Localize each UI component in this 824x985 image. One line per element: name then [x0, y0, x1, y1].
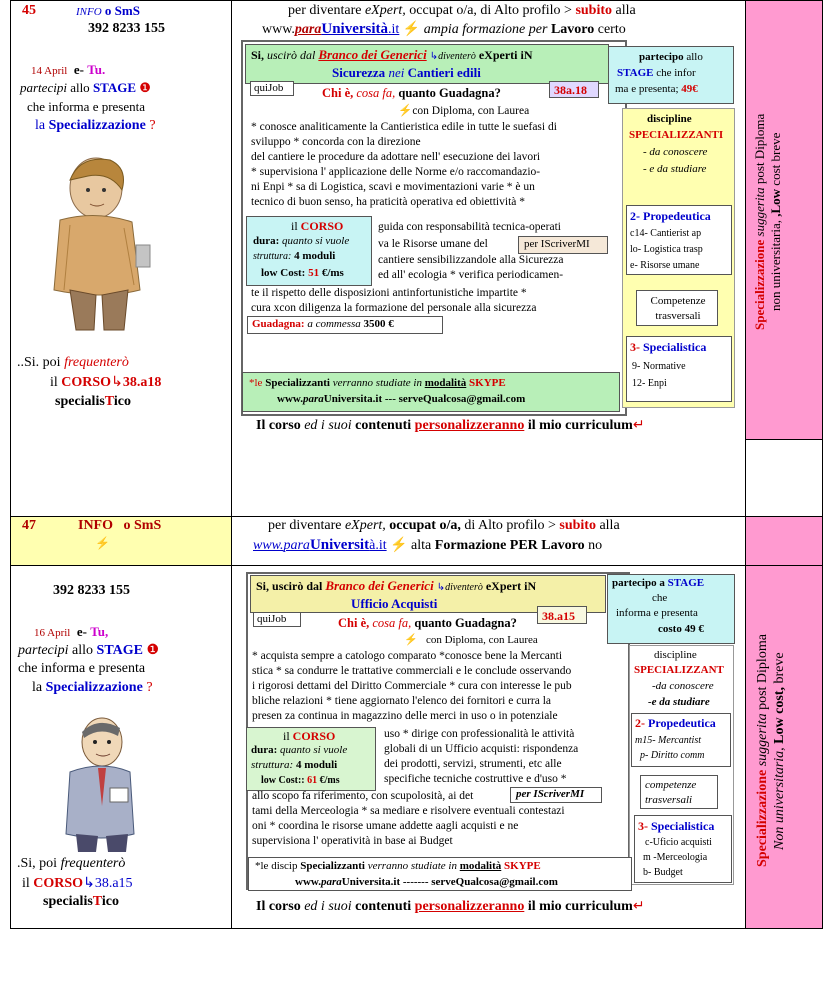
row2-spec-2: b- Budget	[643, 867, 683, 878]
row2-stage: STAGE	[96, 643, 143, 658]
row1-quijob-badge	[250, 81, 294, 96]
row2-bolt3-icon: ⚡	[404, 634, 418, 646]
row2-prop-0: m15- Mercantist	[635, 735, 702, 746]
row1-corso-box	[246, 216, 372, 286]
row2-h2-c: Universit	[309, 537, 370, 553]
row2-frequentero: frequenterò	[60, 856, 126, 871]
row2-h1-a: per diventare	[268, 518, 342, 533]
row2-code-badge	[537, 606, 587, 624]
row1-h1-e: alla	[615, 3, 636, 18]
row1-specialistico-a: specialis	[55, 394, 105, 409]
row1-iscriver-badge	[518, 236, 608, 254]
row1-bolt-icon: ⚡	[402, 22, 421, 37]
row2-h2-g: Lavoro	[541, 538, 585, 553]
row2-h1-e: subito	[559, 518, 596, 533]
row1-dc-spec: SPECIALIZZANTI	[629, 129, 724, 141]
row1-cb-dl: dura:	[253, 235, 280, 247]
row2-fl-b: Specializzanti	[300, 860, 365, 872]
row2-competenze-box	[640, 775, 718, 809]
row1-sb-c: che infor	[656, 67, 696, 79]
row2-q: ?	[146, 680, 153, 695]
row1-sb-price: 49€	[681, 83, 698, 95]
row2-gt-f: Ufficio Acquisti	[351, 596, 438, 611]
row1-side-a: Specializzazione	[752, 239, 767, 331]
row2-e: e-	[76, 624, 87, 639]
row2-quanto: quanto	[414, 616, 452, 630]
row1-info-o: o	[104, 3, 112, 18]
row2-prop-1: p- Diritto comm	[640, 750, 705, 761]
row2-cartoon-man-icon	[48, 714, 148, 854]
row2-stage-box	[607, 574, 735, 644]
row2-date: 16 April	[34, 627, 71, 639]
row2-rl-3: specifiche tecniche costruttive e d'uso *	[384, 773, 567, 785]
row2-dc-spec: SPECIALIZZANT	[634, 664, 724, 676]
row2-cb-il: il	[283, 729, 290, 743]
row1-curriculum-line	[256, 417, 645, 434]
row2-bolt2-icon: ⚡	[390, 538, 408, 553]
row2-chi: Chi è,	[338, 616, 370, 630]
row1-body-1: sviluppo * concorda con la direzione	[251, 136, 421, 148]
row2-fl2-b: para	[320, 876, 342, 888]
row2-quijob-badge	[253, 612, 301, 627]
row2-sb-p: partecipo a	[612, 577, 665, 589]
row2-curriculum-line	[256, 898, 645, 915]
row1-rl-2: cantiere sensibilizzandole alla Sicurezza	[378, 254, 564, 266]
row2-tail-0: allo scopo fa riferimento, con scupolosità, ai det	[252, 790, 474, 802]
row2-corso-line	[22, 875, 133, 892]
row2-right-lines	[384, 727, 578, 787]
row1-sb-s: STAGE	[617, 67, 654, 79]
row2-side-text	[754, 592, 788, 910]
row1-gl: Guadagna:	[252, 318, 305, 330]
row1-h2-g: certo	[597, 22, 626, 37]
row1-tail-0: te il rispetto delle disposizioni antinfortunistiche impartite *	[251, 287, 527, 299]
row2-cb-ll: low Cost::	[261, 775, 305, 786]
row1-tail	[251, 286, 536, 316]
row2-prop-box: 2- Propedeutica m15- Mercantist p- Diritto comm	[631, 713, 731, 767]
row2-fl-a: *le discip	[255, 860, 298, 872]
row2-spec-0: c-Uficio acquisti	[645, 837, 712, 848]
row2-cb-lu: €/ms	[319, 775, 340, 786]
row1-cb-dv: quanto si vuole	[282, 235, 350, 247]
row2-iscriver: per IScriverMI	[516, 788, 585, 800]
row1-h2-a: www.	[262, 22, 295, 37]
row1-fl-a: *le	[249, 377, 263, 389]
row1-cb-lv: 51	[308, 267, 320, 279]
row1-guadagna: Guadagna?	[439, 86, 501, 100]
row1-fl-c: verranno studiate in	[332, 377, 422, 389]
row2-code-box: 38.a15	[542, 609, 575, 623]
row2-h2-e: alta	[411, 538, 432, 553]
row1-stage: STAGE	[92, 80, 137, 95]
row1-side-c: post Diploma	[752, 113, 767, 185]
row2-body-4: presen za continua in magazzino delle merci in uso o in potenziale	[252, 710, 558, 722]
row1-corso: CORSO	[61, 375, 112, 390]
row2-side-d: Non universitaria,	[772, 747, 787, 850]
row1-rl-3: ed all' ecologia * verifica periodicamen-	[378, 269, 564, 281]
row2-h1-f: alla	[599, 518, 620, 533]
row2-sb-c: che	[652, 592, 668, 604]
row1-code-box: 38a.18	[554, 83, 587, 97]
row2-sb-s: STAGE	[667, 577, 705, 589]
row1-spec-1: 12- Enpi	[632, 378, 667, 389]
row1-h1-d: subito	[575, 3, 613, 18]
row2-return-icon: ↵	[632, 899, 645, 914]
row2-tail-3: supervisiona l' operatività in base ai Budget	[252, 835, 453, 847]
row1-competenze: Competenze trasversali	[650, 295, 706, 322]
row1-h2-f: Lavoro	[550, 22, 595, 37]
row1-h1-b: eXpert,	[364, 3, 406, 18]
row2-tail-2: oni * coordina le risorse umane addette aagli acquisti e ne	[252, 820, 519, 832]
row1-h2-c: Università	[321, 21, 389, 37]
row2-tail-1: tami della Merceologia * sa mediare e risolvere eventuali contestazi	[252, 805, 565, 817]
row2-si-poi: .Si, poi	[17, 856, 58, 871]
row2-side-a: Specializzazione	[755, 770, 770, 868]
row1-fl2-c: Universita.it --- serveQualcosa@gmail.com	[323, 393, 526, 405]
row2-cur-b: ed i suoi	[304, 899, 352, 914]
row1-date-line	[31, 62, 105, 78]
row1-body-3: * supervisiona l' applicazione delle Norme e/o raccomandazio-	[251, 166, 541, 178]
row2-cur-c: contenuti	[355, 899, 412, 914]
row2-il: il	[22, 876, 30, 891]
row1-guadagna-box	[247, 316, 443, 334]
row2-diploma-line	[404, 633, 538, 646]
row1-il: il	[50, 375, 58, 390]
row2-partecipi-line	[18, 642, 159, 659]
row2-code: 38.a15	[94, 876, 133, 891]
row1-cartoon-man-icon	[40, 150, 160, 335]
row1-cb-sl: struttura:	[253, 251, 292, 262]
row1-prop-0: c14- Cantierist ap	[630, 228, 702, 239]
row1-prop-title: 2- Propedeutica	[630, 209, 711, 223]
row1-gv: a commessa	[307, 318, 361, 330]
row2-tu: Tu,	[90, 624, 109, 639]
row2-specialistico-a: specialis	[43, 894, 93, 909]
row2-info: INFO	[78, 518, 113, 533]
row2-number: 47	[22, 518, 36, 533]
row2-iscriver-badge	[510, 787, 602, 803]
row2-side-c: post Diploma	[755, 634, 770, 711]
row2-side-f: breve	[772, 652, 787, 684]
row2-spec-1: m -Merceologia	[643, 852, 708, 863]
row1-spec-line	[35, 118, 156, 134]
row2-h1-b: eXpert,	[344, 518, 386, 533]
row1-gt-b: uscirò dal	[267, 48, 316, 62]
row1-h2-d: .it	[388, 22, 400, 37]
row1-dc-con: - da conoscere	[643, 146, 708, 158]
row2-che-informa: che informa e presenta	[18, 661, 146, 676]
row1-diploma: con Diploma, con Laurea	[412, 105, 530, 117]
row2-header-side-cell	[745, 516, 823, 566]
row1-side-b: suggerita	[752, 187, 767, 237]
row2-bullet-icon: ❶	[146, 643, 160, 658]
row1-quijob: quiJob	[254, 82, 284, 94]
row2-h2-f: Formazione PER	[434, 538, 538, 553]
row1-quanto: quanto	[398, 86, 436, 100]
row1-sb-m: ma e presenta;	[615, 83, 679, 95]
row2-cb-sv: 4 moduli	[295, 759, 338, 771]
row2-h2-a: www.	[253, 538, 284, 553]
row1-tail-1: cura xcon diligenza la formazione del personale alla sicurezza	[251, 302, 537, 314]
row2-specialistica-box: 3- Specialistica c-Uficio acquisti m -Merceologia b- Budget	[634, 815, 732, 883]
row1-iscriver: per IScriverMI	[524, 238, 590, 250]
row1-body-5: tecnico di buon senso, ha praticità operativa ed obiettività *	[251, 196, 525, 208]
row2-dc-con: -da conoscere	[652, 680, 714, 692]
row1-cur-a: Il corso	[256, 418, 301, 433]
row2-green-title: Si, uscirò dal Branco dei Generici ↳diventerò eXpert iN Ufficio Acquisti	[250, 575, 606, 613]
row1-info-line	[76, 3, 140, 19]
row2-cb-dv: quanto si vuole	[280, 744, 348, 756]
row1-prop-1: lo- Logistica trasp	[630, 244, 703, 255]
row2-rl-1: globali di un Ufficio acquisti: rispondenza	[384, 743, 579, 755]
row2-specialistico-t: T	[92, 894, 102, 909]
row1-specializzazione: Specializzazione	[48, 118, 146, 133]
row1-body-4: ni Enpi * sa di Logistica, scavi e movimentazioni varie * è un	[251, 181, 535, 193]
row1-side-f: cost breve	[768, 132, 783, 186]
row1-specialistico	[55, 394, 131, 410]
row2-fl2-a: www.	[295, 876, 321, 888]
row1-sb-a: allo	[686, 51, 703, 63]
row2-specialistico	[43, 894, 119, 910]
row2-corso-box	[246, 727, 376, 791]
row2-footer-box	[248, 857, 632, 891]
row2-fl2-c: Universita.it ------- serveQualcosa@gmail.com	[341, 876, 558, 888]
row1-cb-lu: €/ms	[321, 267, 344, 279]
row1-cb-il: il	[291, 219, 298, 233]
row2-header-line1	[268, 518, 620, 534]
row1-code: 38.a18	[122, 375, 162, 390]
row1-si-poi-line	[17, 355, 129, 371]
row1-body-2: del cantiere le procedure da adottare nell' esecuzione dei lavori	[251, 151, 541, 163]
row1-cb-sv: 4 moduli	[294, 250, 336, 262]
row1-stage-box	[608, 46, 734, 104]
row1-gt-a: Si,	[251, 48, 265, 62]
row1-prop-2: e- Risorse umane	[630, 260, 700, 271]
row2-fl-e: SKYPE	[504, 860, 541, 872]
row2-info-line	[78, 518, 161, 534]
row2-sb-costo: costo 49 €	[658, 623, 704, 635]
row1-rl-1: va le Risorse umane del	[378, 238, 488, 250]
row2-body-1: stica * sa condurre le trattative commerciali e le conclude osservando	[252, 665, 572, 677]
row2-dc-title: discipline	[654, 649, 697, 661]
row2-h1-c: occupat o/a,	[389, 518, 461, 533]
row2-body-2: i rigorosi dettami del Diritto Commerciale * cura con interesse le pub	[252, 680, 572, 692]
row1-number: 45	[22, 3, 36, 18]
row1-ga: 3500 €	[363, 318, 394, 330]
row1-code-badge	[549, 81, 599, 98]
row2-fl-d: modalità	[459, 860, 502, 872]
row2-side-b: suggerita	[755, 713, 770, 767]
row2-arrow-icon: ↳	[83, 876, 95, 891]
row1-body	[251, 120, 557, 210]
row1-gt-c: Branco dei Generici	[318, 47, 427, 62]
row2-competenze: competenze trasversali	[645, 779, 697, 806]
row2-gt-b: uscirò dal	[272, 579, 323, 593]
row2-sb-i: informa e presenta	[616, 607, 698, 619]
row1-tu: Tu.	[87, 62, 106, 77]
row1-e: e-	[73, 62, 84, 77]
row1-diploma-line	[398, 103, 529, 117]
row1-side-d: non universitaria,	[768, 220, 783, 312]
row1-cur-c: contenuti	[355, 418, 412, 433]
row1-side-lower-cell	[745, 439, 823, 517]
row2-corso: CORSO	[33, 876, 84, 891]
row2-guadagna: Guadagna?	[455, 616, 517, 630]
row2-body	[252, 649, 572, 724]
row1-green-title: Si, uscirò dal Branco dei Generici ↳diventerò eXperti iN Sicurezza nei Cantieri edili	[245, 44, 609, 84]
row2-cb-lv: 61	[307, 775, 318, 786]
row1-cosa: cosa fa,	[356, 86, 396, 100]
row2-cb-sl: struttura:	[251, 759, 294, 771]
row1-body-0: * conosce analiticamente la Cantieristica edile in tutte le suefasi di	[251, 121, 557, 133]
row1-fl-e: SKYPE	[469, 377, 506, 389]
row2-rl-2: dei prodotti, servizi, strumenti, etc alle	[384, 758, 562, 770]
row2-h1-d: di Alto profilo >	[464, 518, 556, 533]
row1-partecipi: partecipi	[20, 80, 67, 95]
row2-specialistico-b: ico	[101, 894, 119, 909]
row1-return-icon: ↵	[632, 418, 645, 433]
row1-gt-g: nei	[388, 65, 405, 80]
row1-partecipi-line	[20, 80, 151, 96]
row2-bolt-icon: ⚡	[95, 536, 110, 550]
row1-si-poi: ..Si. poi	[17, 355, 61, 370]
row1-chi: Chi è,	[322, 86, 354, 100]
row1-cur-b: ed i suoi	[304, 418, 352, 433]
row2-header-line2	[253, 537, 602, 554]
row1-gt-h: Cantieri edili	[407, 65, 481, 80]
row1-spec-0: 9- Normative	[632, 361, 686, 372]
row1-side-text	[752, 72, 784, 372]
row1-dc-title: discipline	[647, 113, 692, 125]
row2-partecipi: partecipi	[18, 643, 69, 658]
row1-specialistico-t: T	[104, 394, 114, 409]
row2-allo: allo	[72, 643, 94, 658]
row1-specialistico-b: ico	[113, 394, 131, 409]
row2-chi-line	[338, 616, 517, 631]
row1-sb-p: partecipo	[639, 51, 684, 63]
row1-h2-e: ampia formazione per	[423, 22, 548, 37]
row1-info: INFO	[76, 6, 102, 18]
row1-bolt2-icon: ⚡	[398, 105, 413, 117]
row2-fl-c: verranno studiate in	[367, 860, 457, 872]
row1-competenze-box	[636, 290, 718, 326]
row2-cur-a: Il corso	[256, 899, 301, 914]
row2-cur-e: il mio curriculum	[527, 899, 633, 914]
row1-header-line1	[288, 3, 636, 19]
row2-gt-d: diventerò	[445, 582, 483, 593]
row2-si-poi-line	[17, 856, 125, 872]
row2-cb-corso: CORSO	[292, 729, 336, 743]
row1-specialistica-box: 3- Specialistica 9- Normative 12- Enpi	[626, 336, 732, 402]
row1-date: 14 April	[31, 65, 68, 77]
row1-header-line2	[262, 21, 626, 38]
row1-fl2-a: www.	[277, 393, 303, 405]
row1-rl-0: guida con responsabilità tecnica-operati	[378, 221, 561, 233]
row2-specializzazione: Specializzazione	[45, 680, 143, 695]
row1-h1-c: occupat o/a, di Alto profilo >	[409, 3, 572, 18]
row2-la: la	[32, 680, 43, 695]
row1-arrow-icon: ↳	[111, 375, 123, 390]
row1-h2-b: para	[294, 22, 322, 37]
row1-cb-ll: low Cost:	[261, 267, 306, 279]
row2-gt-e: eXpert iN	[485, 579, 537, 593]
row2-rl-0: uso * dirige con professionalità le attività	[384, 728, 575, 740]
row1-gt-d: diventerò	[438, 51, 476, 62]
row2-diploma: con Diploma, con Laurea	[425, 634, 538, 646]
row1-bullet-icon: ❶	[139, 80, 151, 95]
row2-cur-d: personalizzeranno	[414, 899, 525, 914]
row2-date-line	[34, 624, 108, 640]
row1-phone: 392 8233 155	[88, 21, 165, 36]
row1-chi-line	[322, 86, 501, 101]
row2-body-3: bliche relazioni * tiene aggiornato l'elenco dei fornitori e curra la	[252, 695, 552, 707]
row1-corso-line	[50, 374, 161, 391]
row2-sms: SmS	[134, 518, 162, 533]
row1-prop-box	[626, 205, 732, 275]
row2-o: o	[123, 518, 131, 533]
row1-gt-f: Sicurezza	[332, 65, 386, 80]
row2-quijob: quiJob	[257, 613, 287, 625]
row1-info-sms: SmS	[114, 3, 140, 18]
row1-fl-b: Specializzanti	[265, 377, 330, 389]
row2-h2-b: para	[283, 538, 310, 553]
row2-gt-a: Si,	[256, 579, 270, 593]
row2-spec-line	[32, 680, 153, 696]
row1-dc-stu: - e da studiare	[643, 163, 707, 175]
row2-cb-dl: dura:	[251, 744, 278, 756]
row1-la: la	[35, 118, 46, 133]
row1-h1-a: per diventare	[288, 3, 362, 18]
row1-fl-d: modalità	[424, 377, 467, 389]
row2-cosa: cosa fa,	[372, 616, 412, 630]
row2-side-e: Low cost,	[772, 686, 787, 744]
row1-gt-e: eXperti iN	[478, 48, 533, 62]
row1-cur-e: il mio curriculum	[527, 418, 633, 433]
row1-frequentero: frequenterò	[64, 355, 129, 370]
row2-h2-d: à.it	[369, 538, 387, 553]
row2-phone: 392 8233 155	[53, 583, 130, 598]
row1-fl2-b: para	[302, 393, 324, 405]
row1-allo: allo	[70, 80, 90, 95]
row1-cur-d: personalizzeranno	[414, 418, 525, 433]
row1-footer-box	[242, 372, 620, 412]
row1-q: ?	[149, 118, 156, 133]
row2-h2-h: no	[588, 538, 603, 553]
row2-gt-c: Branco dei Generici	[325, 578, 434, 593]
row1-cb-corso: CORSO	[300, 219, 344, 233]
row1-side-e: ,Low	[768, 189, 783, 217]
row2-body-0: * acquista sempre a catologo comparato *conosce bene la Mercanti	[252, 650, 563, 662]
row2-dc-stu: -e da studiare	[648, 696, 710, 708]
row1-che-informa: che informa e presenta	[27, 99, 146, 114]
